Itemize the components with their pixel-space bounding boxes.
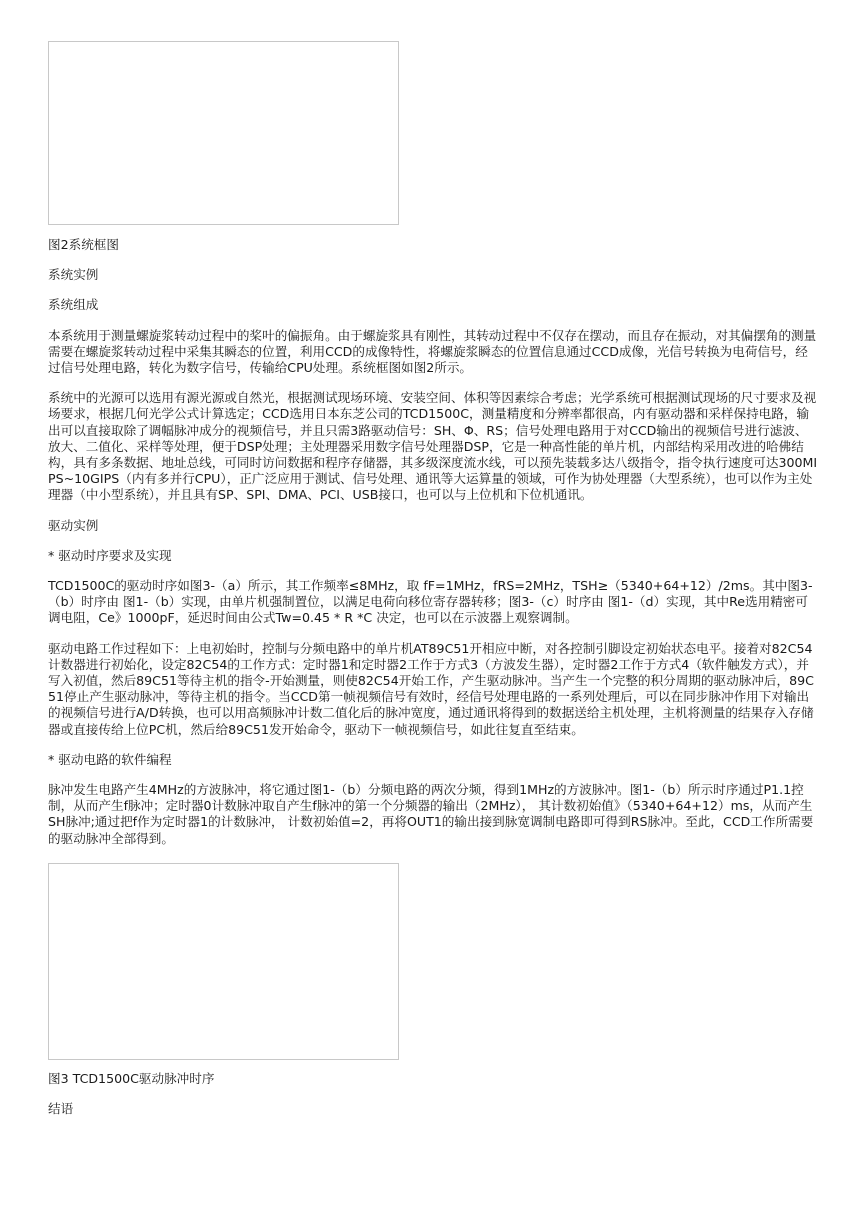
- figure-caption: 图2系统框图: [48, 237, 119, 252]
- paragraph: 本系统用于测量螺旋浆转动过程中的桨叶的偏振角。由于螺旋浆具有刚性，其转动过程中不仅存在摆动，而且存在振动，对其偏摆角的测量需要在螺旋浆转动过程中采集其瞬态的位置，利用CCD的成像特性，将螺旋浆瞬态的位置信息通过CCD成像，光信号转换为电荷信号，经过信号处理电路，转化为数字信号，传输给CPU处理。系统框图如图2所示。: [48, 327, 817, 376]
- paragraph: TCD1500C的驱动时序如图3-（a）所示，其工作频率≤8MHz，取 fF=1MHz，fRS=2MHz，TSH≥（5340+64+12）/2ms。其中图3-（b）时序由 图1-（b）实现，由单片机强制置位，以满足电荷向移位寄存器转移；图3-（c）时序由 图1-（d）实现，其中Re选用精密可调电阻，Ce》1000pF，延迟时间由公式Tw=0.45 * R *C 决定，也可以在示波器上观察调制。: [48, 578, 813, 626]
- subsection-heading: * 驱动电路的软件编程: [48, 751, 172, 767]
- figure-image-placeholder: [48, 41, 399, 225]
- paragraph: 系统中的光源可以选用有源光源或自然光，根据测试现场环境、安装空间、体积等因素综合考虑；光学系统可根据测试现场的尺寸要求及视场要求，根据几何光学公式计算选定；CCD选用日本东芝公司的TCD1500C，测量精度和分辨率都很高，内有驱动器和采样保持电路，输出可以直接取除了调幅脉冲成分的视频信号，并且只需3路驱动信号：SH、Φ、RS；信号处理电路用于对CCD输出的视频信号进行滤波、放大、二值化、采样等处理，便于DSP处理；主处理器采用数字信号处理器DSP，它是一种高性能的单片机，内部结构采用改进的哈佛结构，具有多条数据、地址总线，可同时访问数据和程序存储器，其多级深度流水线，可以预先装载多达八级指令，指令执行速度可达300MIPS~10GIPS（内有多并行CPU），正广泛应用于测试、信号处理、通讯等大运算量的领域，可作为协处理器（大型系统），也可以作为主处理器（中小型系统），并且具有SP、SPI、DMA、PCI、USB接口，也可以与上位机和下位机通讯。: [48, 390, 818, 503]
- figure-image-placeholder: [48, 863, 399, 1060]
- subsection-heading: 系统组成: [48, 297, 99, 313]
- subsection-heading: * 驱动时序要求及实现: [48, 547, 172, 563]
- section-heading: 系统实例: [48, 267, 99, 283]
- section-heading: 结语: [48, 1101, 74, 1117]
- paragraph: 驱动电路工作过程如下：上电初始时，控制与分频电路中的单片机AT89C51开相应中断，对各控制引脚设定初始状态电平。接着对82C54计数器进行初始化，设定82C54的工作方式：定时器1和定时器2工作于方式3（方波发生器），定时器2工作于方式4（软件触发方式），并写入初值，然后89C51等待主机的指令-开始测量，则使82C54开始工作，产生驱动脉冲。当产生一个完整的积分周期的驱动脉冲后，89C51停止产生驱动脉冲，等待主机的指令。当CCD第一帧视频信号有效时，经信号处理电路的一系列处理后，可以在同步脉冲作用下对输出的视频信号进行A/D转换，也可以用高频脉冲计数二值化后的脉冲宽度，通过通讯将得到的数据送给主机处理，主机将测量的结果存入存储器或直接传给上位PC机，然后给89C51发开始命令，驱动下一帧视频信号，如此往复直至结束。: [48, 640, 814, 737]
- paragraph: 脉冲发生电路产生4MHz的方波脉冲，将它通过图1-（b）分频电路的两次分频，得到1MHz的方波脉冲。图1-（b）所示时序通过P1.1控制，从而产生f脉冲；定时器0计数脉冲取自产生f脉冲的第一个分频器的输出（2MHz）， 其计数初始值》（5340+64+12）ms，从而产生SH脉冲;通过把f作为定时器1的计数脉冲， 计数初始值=2，再将OUT1的输出接到脉宽调制电路即可得到RS脉冲。至此，CCD工作所需要的驱动脉冲全部得到。: [48, 782, 814, 846]
- figure-caption: 图3 TCD1500C驱动脉冲时序: [48, 1070, 215, 1086]
- section-heading: 驱动实例: [48, 517, 99, 533]
